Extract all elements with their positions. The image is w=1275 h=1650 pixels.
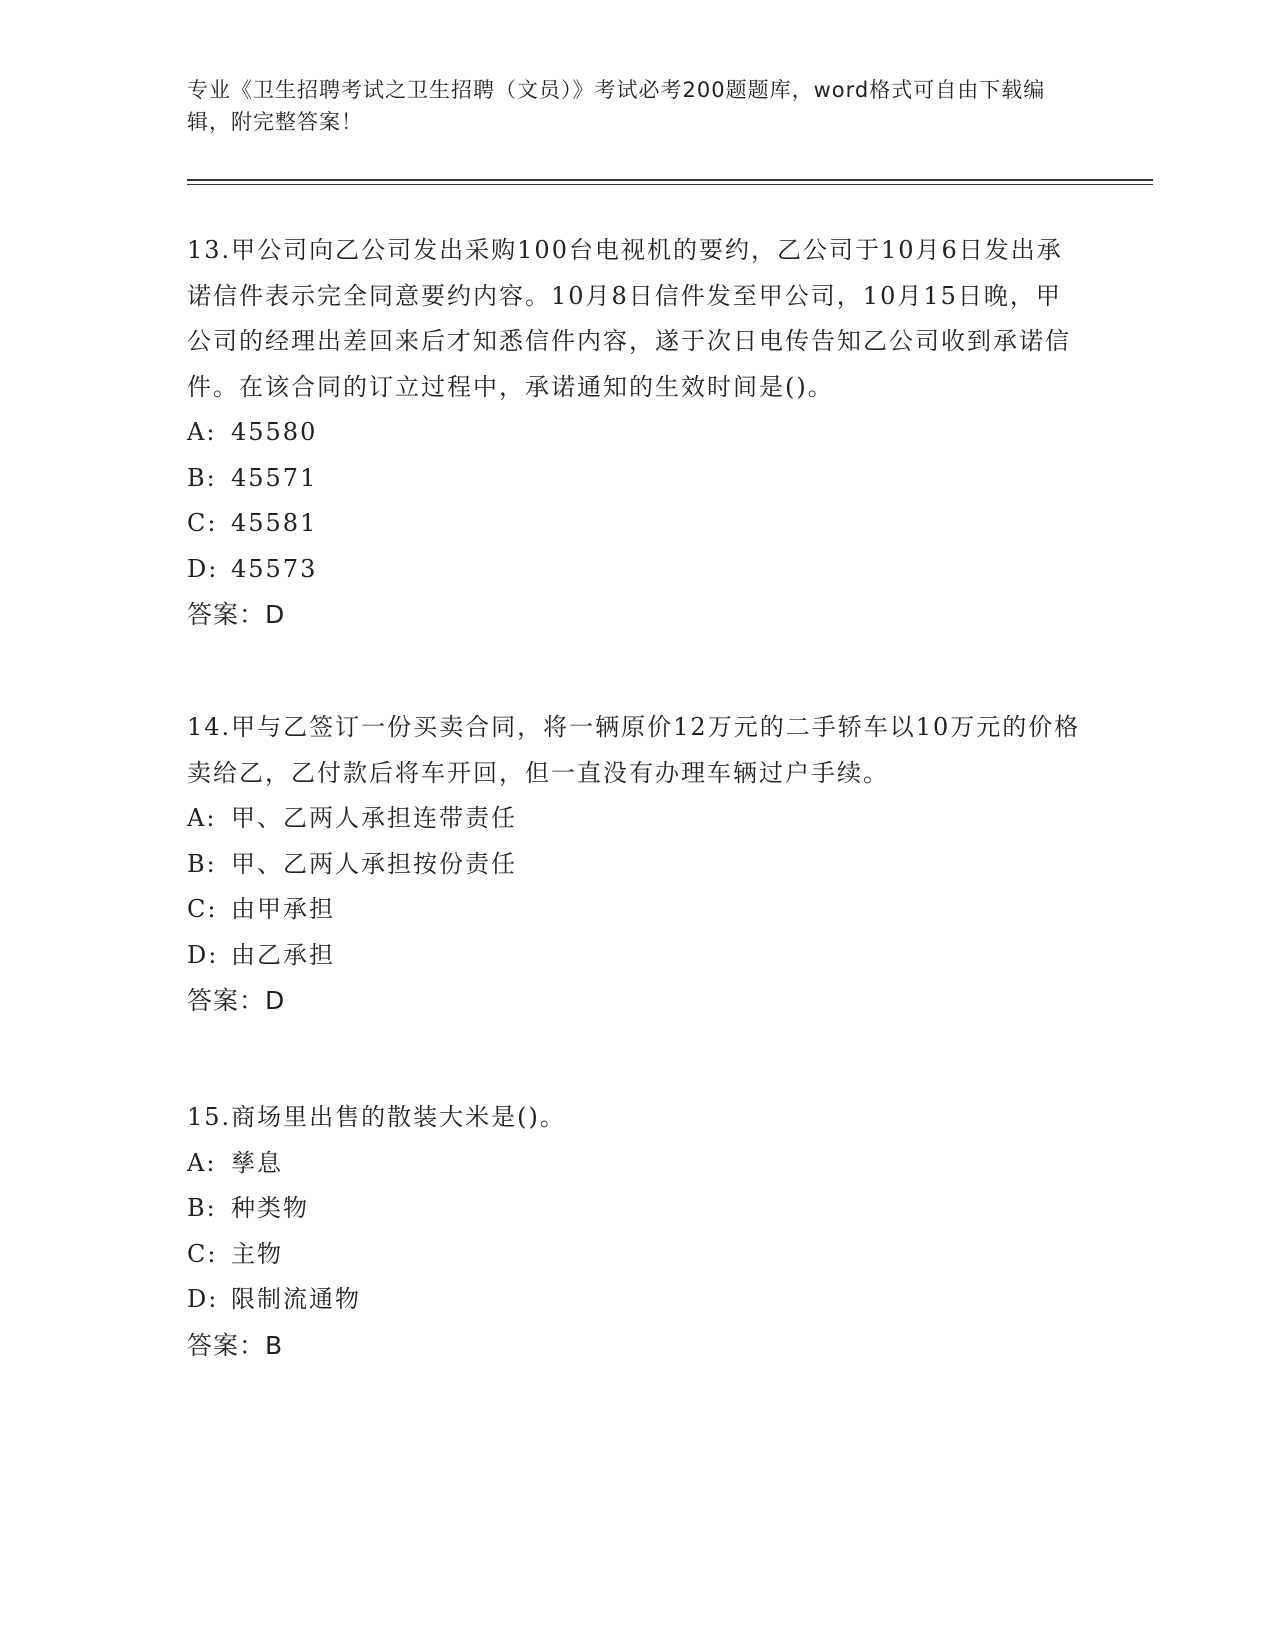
option-text: 45581 <box>231 509 318 537</box>
question-stem: 14.甲与乙签订一份买卖合同，将一辆原价12万元的二手轿车以10万元的价格卖给乙，乙付款后将车开回，但一直没有办理车辆过户手续。 <box>187 713 1081 787</box>
option-c <box>187 501 1087 547</box>
option-letter: B: <box>187 1194 217 1222</box>
option-text: 种类物 <box>231 1194 309 1222</box>
option-a <box>187 410 1087 456</box>
option-text: 甲、乙两人承担连带责任 <box>231 804 517 832</box>
option-text: 孳息 <box>231 1148 283 1177</box>
option-letter: C: <box>187 895 218 923</box>
header-divider-thin <box>187 184 1153 185</box>
option-b <box>187 456 1087 502</box>
option-a <box>187 1141 1087 1187</box>
answer-line: 答案：B <box>187 1330 284 1360</box>
document-header: 专业《卫生招聘考试之卫生招聘（文员）》考试必考200题题库，word格式可自由下载编辑，附完整答案！ <box>187 78 1046 134</box>
option-letter: D: <box>187 554 219 583</box>
option-text: 由甲承担 <box>231 895 335 923</box>
option-letter: C: <box>187 509 218 537</box>
header-divider-thick <box>187 179 1153 181</box>
question-stem: 15.商场里出售的散装大米是()。 <box>187 1103 566 1131</box>
option-letter: D: <box>187 1285 219 1313</box>
option-a <box>187 796 1087 842</box>
option-text: 45573 <box>231 554 318 583</box>
option-d <box>187 933 1087 979</box>
option-letter: A: <box>187 804 217 832</box>
option-d <box>187 1277 1087 1323</box>
option-c <box>187 1232 1087 1278</box>
option-letter: B: <box>187 463 217 492</box>
question-14 <box>187 705 1087 1024</box>
answer-line: 答案：D <box>187 986 286 1015</box>
option-text: 45571 <box>231 463 318 492</box>
option-letter: D: <box>187 940 219 969</box>
option-b <box>187 842 1087 888</box>
question-13 <box>187 228 1087 638</box>
option-text: 由乙承担 <box>231 940 335 969</box>
option-letter: A: <box>187 418 217 446</box>
option-letter: A: <box>187 1148 217 1177</box>
option-text: 限制流通物 <box>231 1285 361 1313</box>
option-text: 主物 <box>231 1239 283 1268</box>
option-letter: C: <box>187 1239 218 1268</box>
question-15 <box>187 1095 1087 1368</box>
option-letter: B: <box>187 849 217 878</box>
option-b <box>187 1186 1087 1232</box>
answer-line: 答案：D <box>187 600 286 629</box>
option-c <box>187 887 1087 933</box>
question-stem: 13.甲公司向乙公司发出采购100台电视机的要约，乙公司于10月6日发出承诺信件表示完全同意要约内容。10月8日信件发至甲公司，10月15日晚，甲公司的经理出差回来后才知悉信件内容，遂于次日电传告知乙公司收到承诺信件。在该合同的订立过程中，承诺通知的生效时间是()。 <box>187 236 1071 401</box>
option-d <box>187 547 1087 593</box>
option-text: 45580 <box>231 418 318 446</box>
option-text: 甲、乙两人承担按份责任 <box>231 849 517 878</box>
